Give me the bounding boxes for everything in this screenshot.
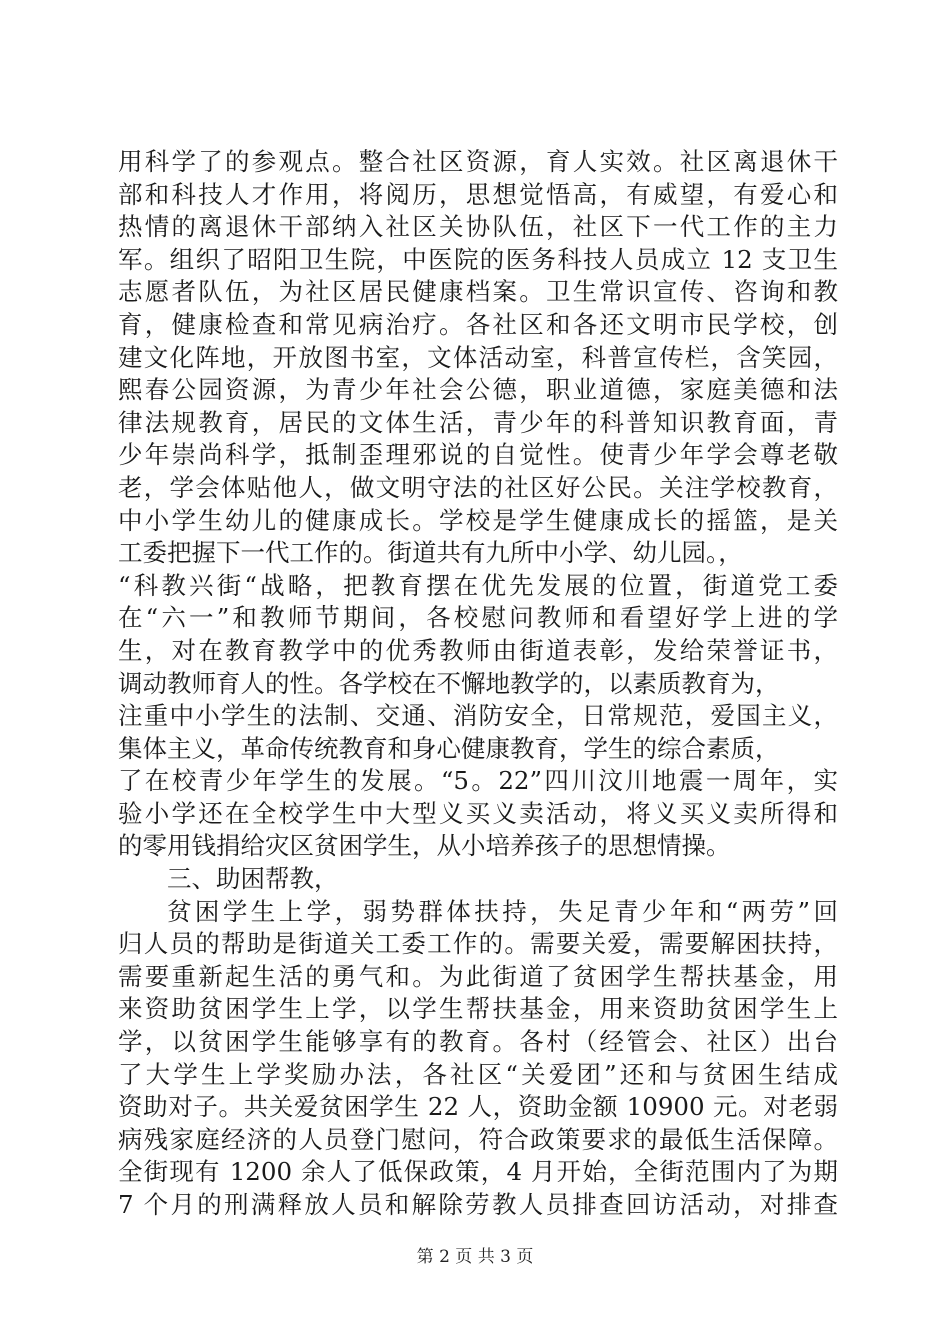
body-line: 生，对在教育教学中的优秀教师由街道表彰，发给荣誉证书， — [118, 635, 838, 665]
body-line: 三、助困帮教， — [167, 864, 339, 894]
body-line: 注重中小学生的法制、交通、消防安全，日常规范，爱国主义， — [118, 701, 838, 731]
body-line: 热情的离退休干部纳入社区关协队伍，社区下一代工作的主力 — [118, 212, 838, 242]
body-line: 少年崇尚科学，抵制歪理邪说的自觉性。使青少年学会尊老敬 — [118, 440, 838, 470]
body-line: 调动教师育人的性。各学校在不懈地教学的，以素质教育为， — [118, 668, 780, 698]
body-line: 需要重新起生活的勇气和。为此街道了贫困学生帮扶基金，用 — [118, 961, 838, 991]
body-line: 志愿者队伍，为社区居民健康档案。卫生常识宣传、咨询和教 — [118, 277, 838, 307]
body-line: 集体主义，革命传统教育和身心健康教育，学生的综合素质， — [118, 733, 780, 763]
body-line: 来资助贫困学生上学，以学生帮扶基金，用来资助贫困学生上 — [118, 994, 838, 1024]
body-line: 验小学还在全校学生中大型义买义卖活动，将义买义卖所得和 — [118, 798, 838, 828]
body-line: 全街现有 1200 余人了低保政策，4 月开始，全街范围内了为期 — [118, 1157, 838, 1187]
body-line: 建文化阵地，开放图书室，文体活动室，科普宣传栏，含笑园， — [118, 342, 838, 372]
body-line: 贫困学生上学，弱势群体扶持，失足青少年和“两劳”回 — [167, 896, 838, 926]
body-line: 部和科技人才作用，将阅历，思想觉悟高，有威望，有爱心和 — [118, 179, 838, 209]
body-line: 工委把握下一代工作的。街道共有九所中小学、幼儿园。， — [118, 538, 743, 568]
body-line: 育，健康检查和常见病治疗。各社区和各还文明市民学校，创 — [118, 309, 838, 339]
body-line: 军。组织了昭阳卫生院，中医院的医务科技人员成立 12 支卫生 — [118, 244, 838, 274]
body-line: “科教兴街“战略，把教育摆在优先发展的位置，街道党工委 — [118, 570, 838, 600]
body-line: 了大学生上学奖励办法，各社区“关爱团”还和与贫困生结成 — [118, 1059, 838, 1089]
body-line: 老，学会体贴他人，做文明守法的社区好公民。关注学校教育， — [118, 472, 838, 502]
body-line: 归人员的帮助是街道关工委工作的。需要关爱，需要解困扶持， — [118, 929, 838, 959]
body-line: 在“六一”和教师节期间，各校慰问教师和看望好学上进的学 — [118, 603, 838, 633]
body-line: 了在校青少年学生的发展。“5。22”四川汶川地震一周年，实 — [118, 766, 838, 796]
body-line: 学，以贫困学生能够享有的教育。各村（经管会、社区）出台 — [118, 1027, 838, 1057]
body-line: 中小学生幼儿的健康成长。学校是学生健康成长的摇篮，是关 — [118, 505, 838, 535]
document-body — [118, 146, 838, 1222]
body-line: 的零用钱捐给灾区贫困学生，从小培养孩子的思想情操。 — [118, 831, 731, 861]
body-line: 资助对子。共关爱贫困学生 22 人，资助金额 10900 元。对老弱 — [118, 1092, 838, 1122]
body-line: 7 个月的刑满释放人员和解除劳教人员排查回访活动，对排查 — [118, 1190, 838, 1219]
page-number-footer: 第 2 页 共 3 页 — [416, 1247, 534, 1267]
body-line: 病残家庭经济的人员登门慰问，符合政策要求的最低生活保障。 — [118, 1124, 838, 1154]
body-line: 律法规教育，居民的文体生活，青少年的科普知识教育面，青 — [118, 407, 838, 437]
body-line: 熙春公园资源，为青少年社会公德，职业道德，家庭美德和法 — [118, 375, 838, 405]
body-line: 用科学了的参观点。整合社区资源，育人实效。社区离退休干 — [118, 147, 838, 176]
